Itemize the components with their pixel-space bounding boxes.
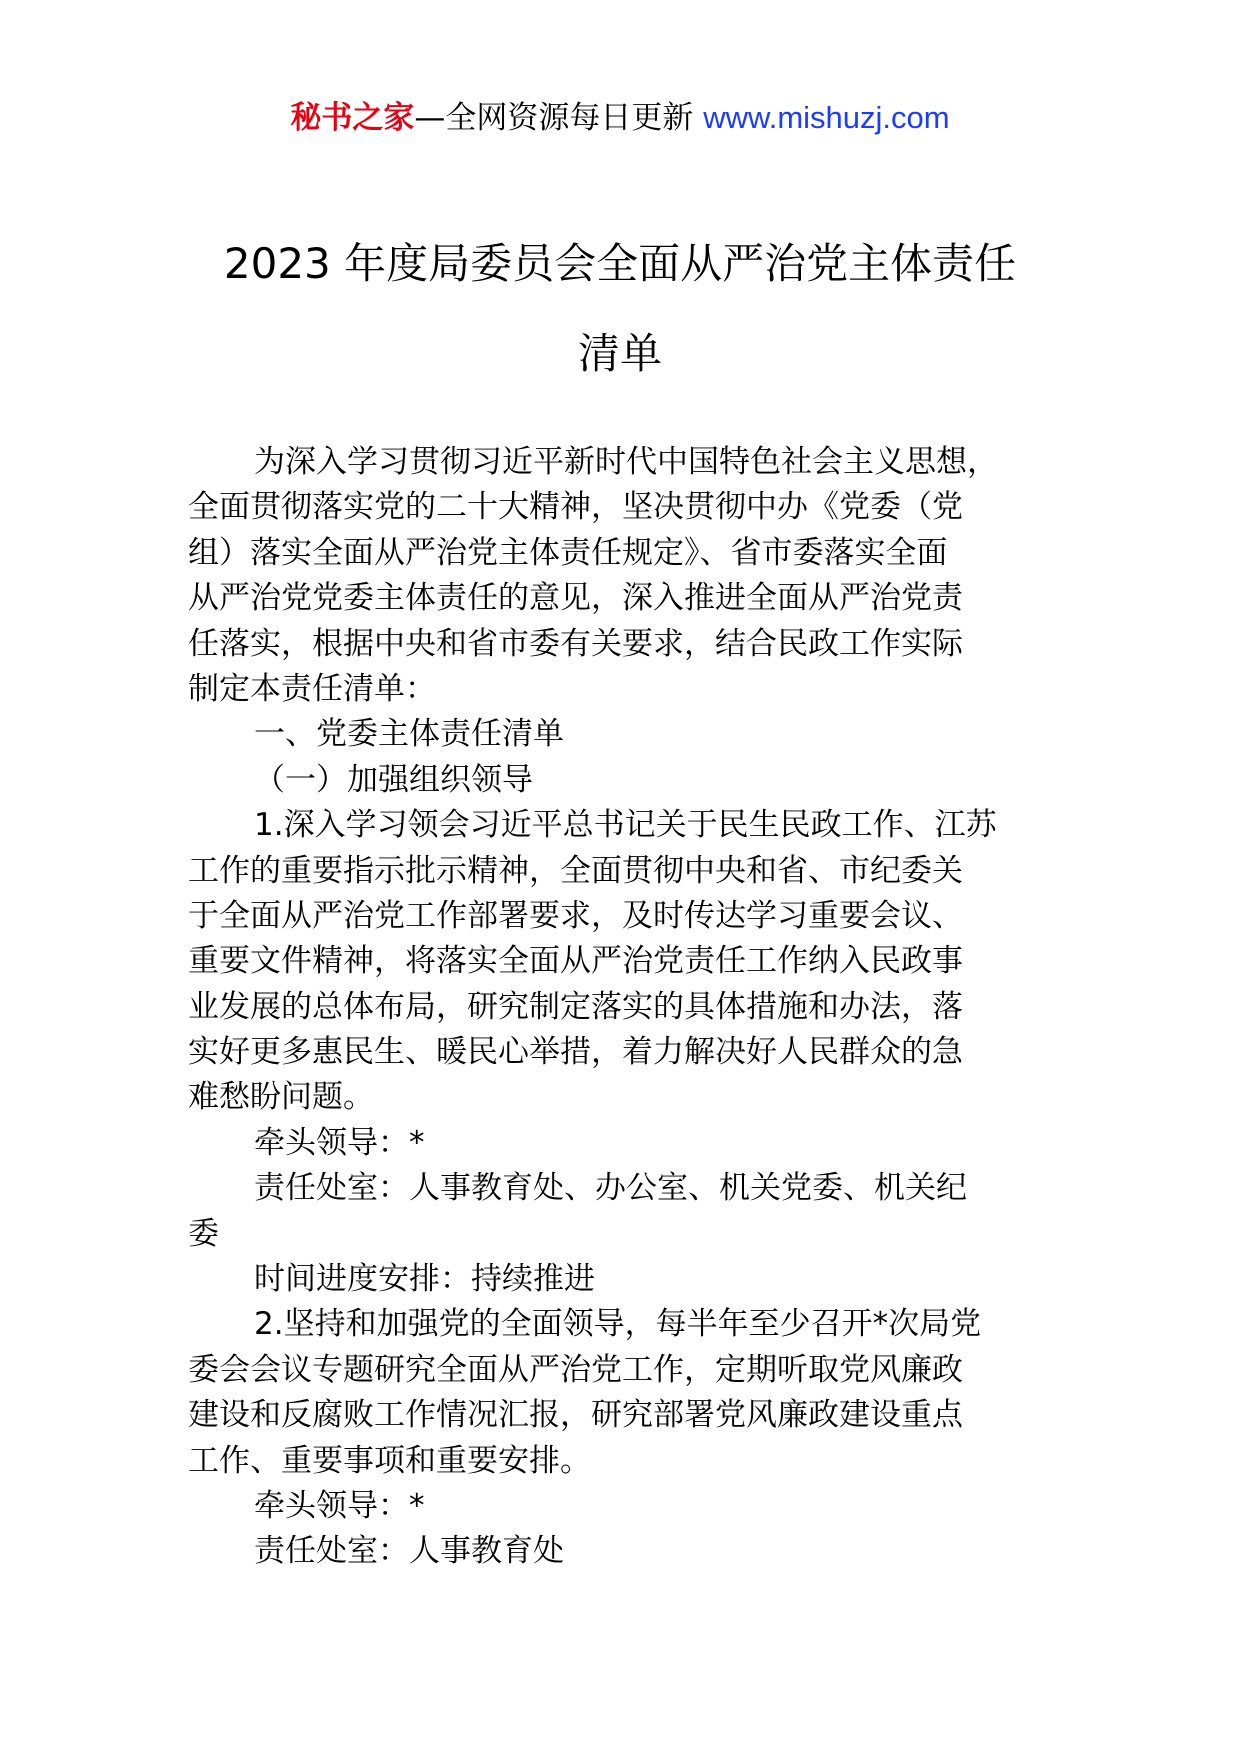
lead-leader-2: 牵头领导：* bbox=[254, 1487, 425, 1524]
responsible-office-2: 责任处室：人事教育处 bbox=[254, 1533, 564, 1570]
item-2-text: 2.坚持和加强党的全面领导，每半年至少召开*次局党 bbox=[254, 1306, 982, 1343]
site-brand: 秘书之家 bbox=[290, 100, 415, 136]
section-heading: 一、党委主体责任清单 bbox=[254, 716, 564, 753]
body-line: 于全面从严治党工作部署要求，及时传达学习重要会议、 bbox=[188, 897, 963, 934]
item-1-text: 1.深入学习领会习近平总书记关于民生民政工作、江苏 bbox=[254, 807, 997, 844]
body-line: 从严治党党委主体责任的意见，深入推进全面从严治党责 bbox=[188, 580, 963, 617]
lead-leader-1: 牵头领导：* bbox=[254, 1124, 425, 1161]
body-line: 工作的重要指示批示精神，全面贯彻中央和省、市纪委关 bbox=[188, 852, 963, 889]
body-line: 制定本责任清单： bbox=[188, 670, 436, 707]
document-title-line-2: 清单 bbox=[577, 329, 662, 378]
body-line: 为深入学习贯彻习近平新时代中国特色社会主义思想， bbox=[254, 444, 998, 480]
site-url-link[interactable]: www.mishuzj.com bbox=[703, 100, 950, 135]
body-line: 重要文件精神，将落实全面从严治党责任工作纳入民政事 bbox=[188, 943, 963, 980]
body-line: 委 bbox=[188, 1215, 219, 1252]
site-header bbox=[0, 98, 1240, 138]
body-line: 工作、重要事项和重要安排。 bbox=[188, 1442, 591, 1479]
body-line: 实好更多惠民生、暖民心举措，着力解决好人民群众的急 bbox=[188, 1034, 963, 1071]
schedule-1: 时间进度安排：持续推进 bbox=[254, 1261, 595, 1298]
body-line: 委会会议专题研究全面从严治党工作，定期听取党风廉政 bbox=[188, 1351, 963, 1388]
body-line: 全面贯彻落实党的二十大精神，坚决贯彻中办《党委（党 bbox=[188, 489, 963, 526]
site-tagline: —全网资源每日更新 bbox=[414, 100, 704, 136]
body-line: 任落实，根据中央和省市委有关要求，结合民政工作实际 bbox=[188, 625, 963, 662]
body-line: 组）落实全面从严治党主体责任规定》、省市委落实全面 bbox=[188, 534, 948, 571]
document-body bbox=[188, 440, 1058, 1575]
body-line: 建设和反腐败工作情况汇报，研究部署党风廉政建设重点 bbox=[188, 1397, 963, 1434]
responsible-office-1: 责任处室：人事教育处、办公室、机关党委、机关纪 bbox=[254, 1170, 967, 1207]
body-line: 难愁盼问题。 bbox=[188, 1079, 374, 1116]
body-line: 业发展的总体布局，研究制定落实的具体措施和办法，落 bbox=[188, 988, 963, 1025]
document-title-line-1: 2023 年度局委员会全面从严治党主体责任 bbox=[223, 239, 1017, 288]
subsection-heading: （一）加强组织领导 bbox=[254, 761, 533, 798]
